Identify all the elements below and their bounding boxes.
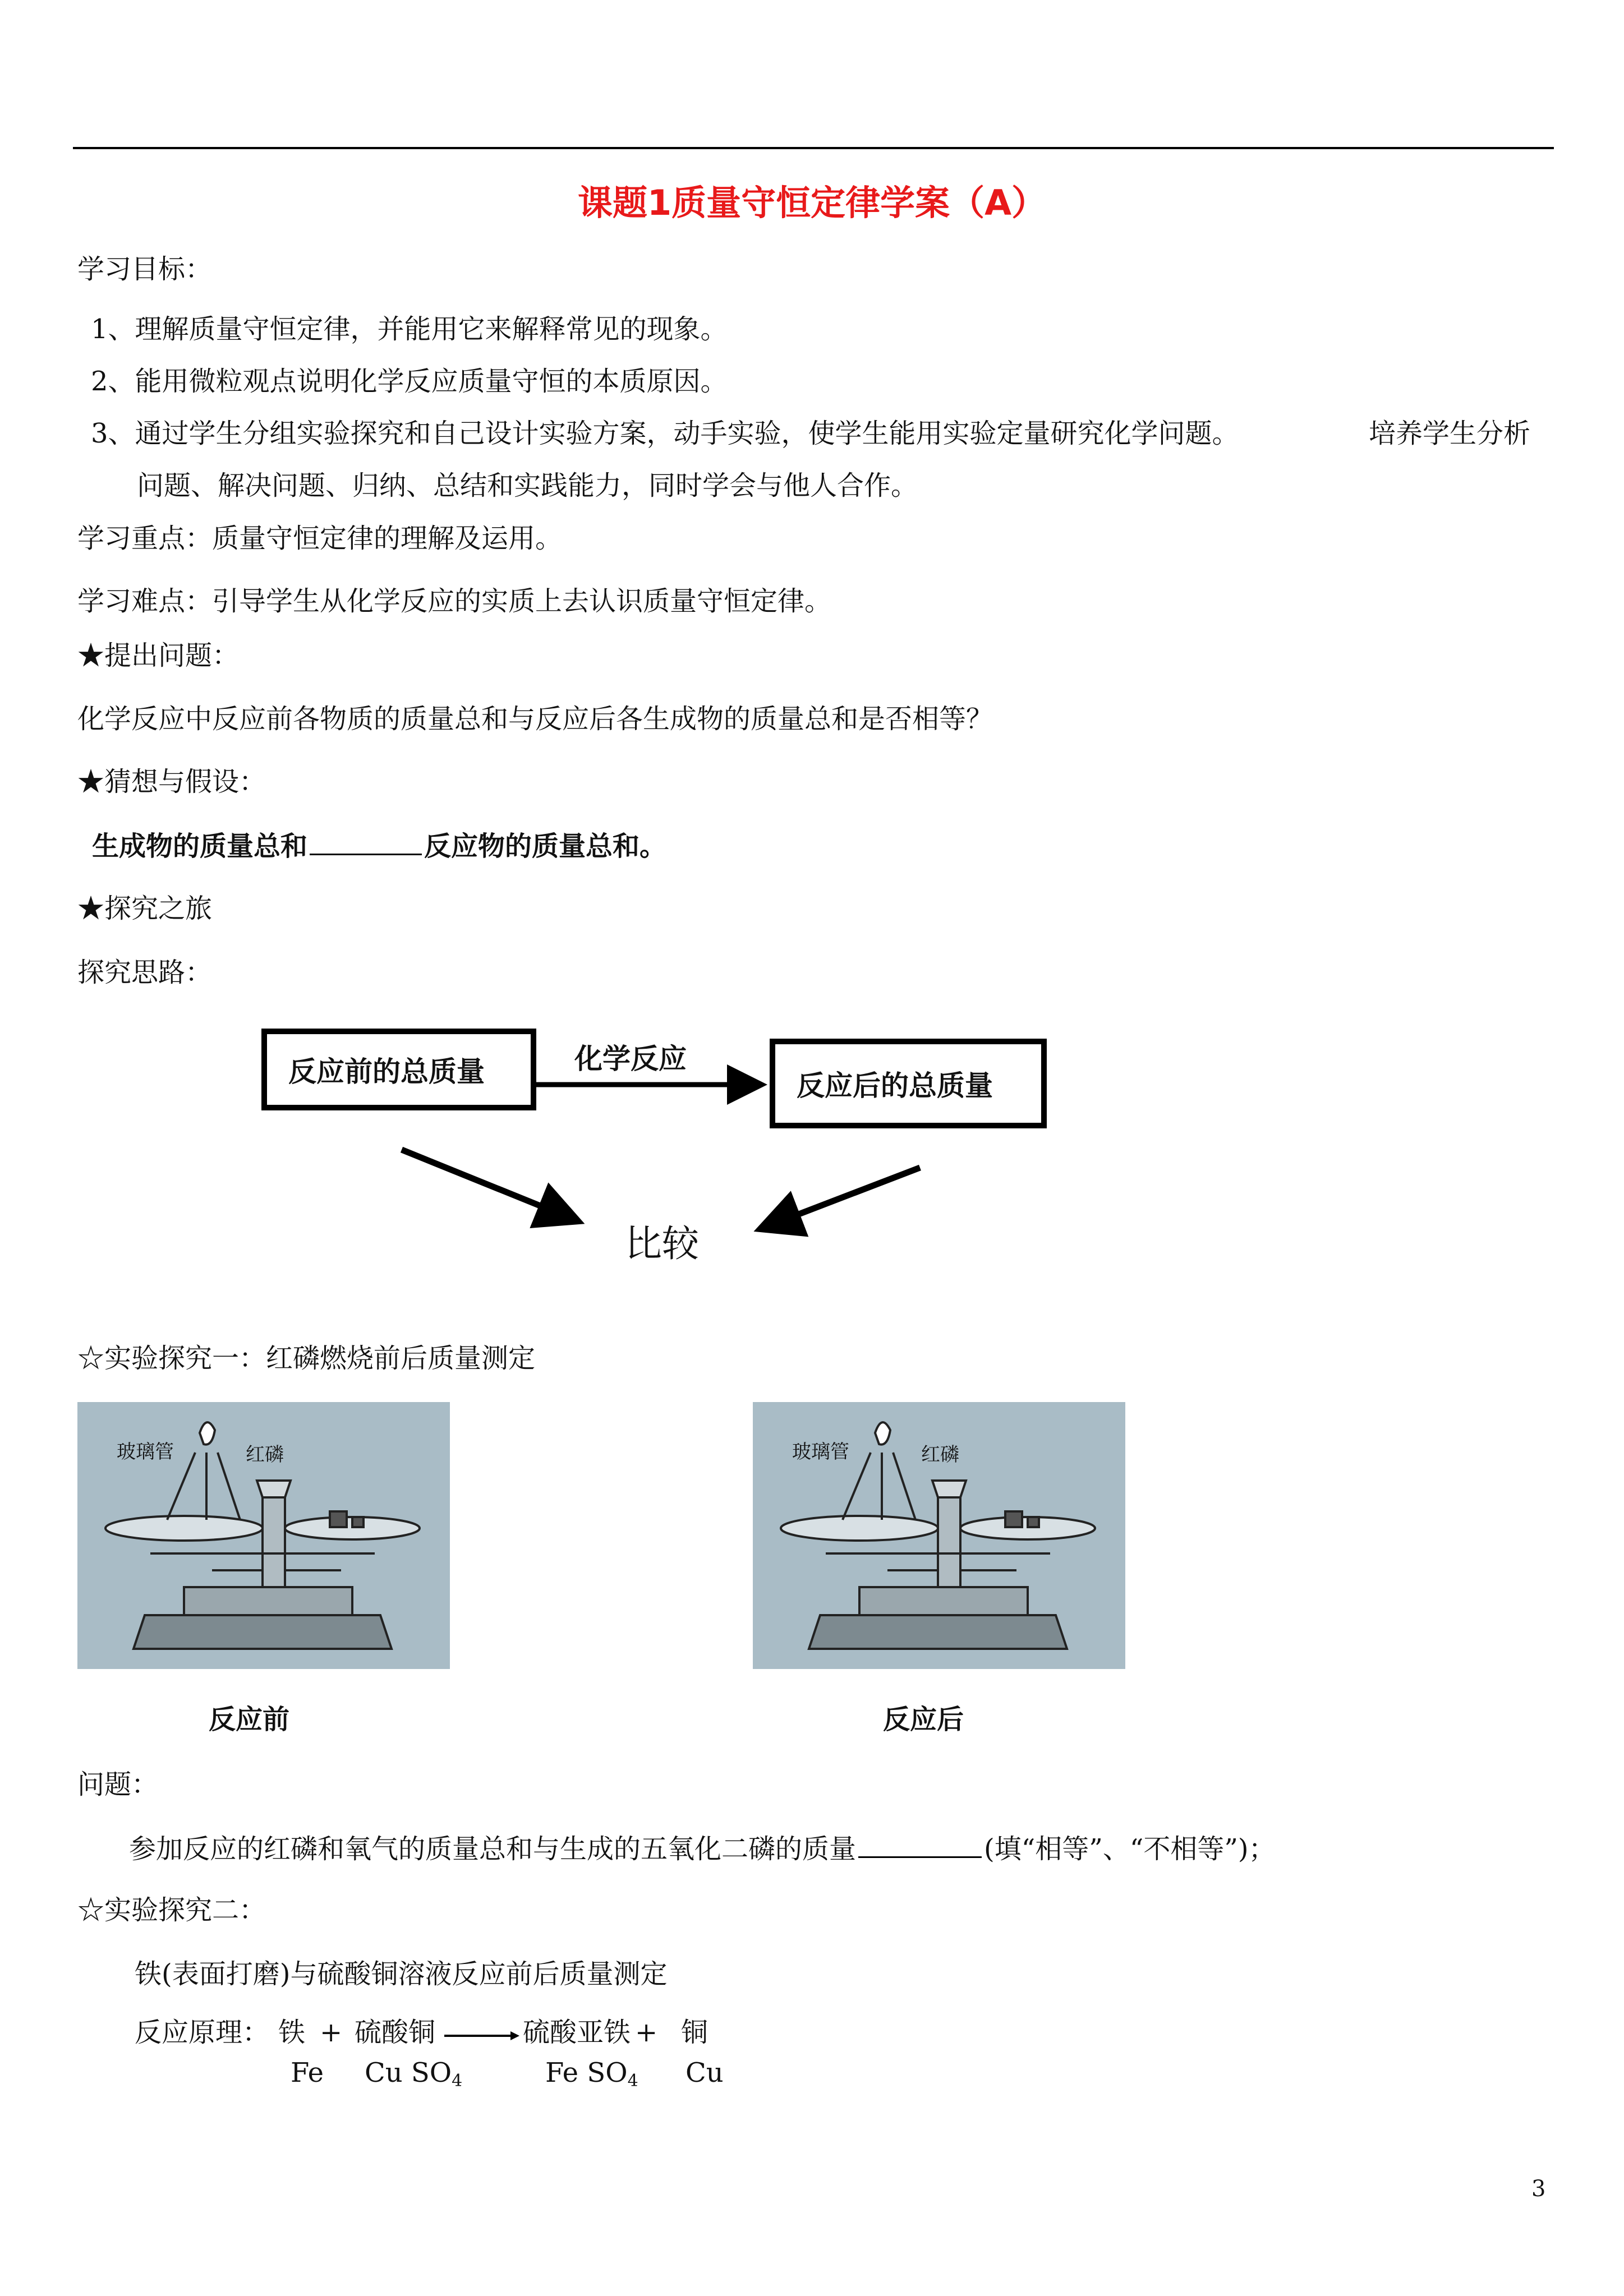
formula-cu: Cu (686, 2057, 724, 2088)
question-heading: ★提出问题： (77, 640, 240, 671)
arrow-down-right (402, 1150, 573, 1219)
problem-left: 参加反应的红磷和氧气的质量总和与生成的五氧化二磷的质量 (129, 1833, 857, 1865)
box-before: 反应前的总质量 (261, 1029, 536, 1110)
problem-line (129, 1833, 1276, 1865)
idea-label: 探究思路： (77, 957, 213, 988)
reaction-arrow-icon (443, 2025, 522, 2047)
product-copper: 铜 (681, 2017, 709, 2048)
page-title: 课题1质量守恒定律学案（A） (577, 182, 1047, 223)
hypothesis-left: 生成物的质量总和 (92, 831, 308, 862)
difficulty: 学习难点：引导学生从化学反应的实质上去认识质量守恒定律。 (77, 585, 832, 617)
exp2-heading: ☆实验探究二： (77, 1894, 266, 1926)
formula-fe: Fe (291, 2057, 324, 2088)
caption-before: 反应前 (209, 1704, 290, 1735)
key-point: 学习重点：质量守恒定律的理解及运用。 (77, 523, 563, 554)
reactant-copper-sulfate: 硫酸铜 (355, 2017, 436, 2048)
page-number: 3 (1531, 2176, 1546, 2202)
problem-blank[interactable] (858, 1834, 982, 1858)
reactant-iron: 铁 (278, 2017, 306, 2048)
arrow-label: 化学反应 (574, 1043, 687, 1075)
exp1-heading: ☆实验探究一：红磷燃烧前后质量测定 (77, 1343, 536, 1374)
objective-item-3-cont: 问题、解决问题、归纳、总结和实践能力，同时学会与他人合作。 (137, 470, 918, 501)
problem-label: 问题： (77, 1769, 159, 1800)
balance-scale-icon (77, 1402, 450, 1669)
reaction-label: 反应原理： (135, 2017, 270, 2048)
plus-1: + (320, 2017, 343, 2048)
formula-feso4: Fe $SO_4$ (545, 2057, 638, 2091)
balance-scale-icon (753, 1402, 1125, 1669)
objective-item-2: 2、能用微粒观点说明化学反应质量守恒的本质原因。 (91, 366, 728, 397)
objectives-label: 学习目标： (77, 253, 213, 285)
label-tube-after: 玻璃管 (792, 1441, 849, 1463)
product-ferrous-sulfate: 硫酸亚铁 (523, 2017, 631, 2048)
exp2-text: 铁(表面打磨)与硫酸铜溶液反应前后质量测定 (135, 1958, 668, 1990)
box-after: 反应后的总质量 (770, 1039, 1047, 1128)
arrow-down-left (765, 1168, 920, 1227)
objective-item-3: 3、通过学生分组实验探究和自己设计实验方案，动手实验，使学生能用实验定量研究化学问题。 (91, 418, 1239, 449)
label-p-after: 红磷 (921, 1444, 959, 1466)
balance-scale-image-before (77, 1402, 450, 1669)
balance-scale-image-after (753, 1402, 1125, 1669)
compare-label: 比较 (625, 1222, 699, 1265)
caption-after: 反应后 (883, 1704, 964, 1735)
formula-cuso4: Cu $SO_4$ (365, 2057, 463, 2091)
hypothesis-heading: ★猜想与假设： (77, 766, 266, 797)
label-tube-before: 玻璃管 (117, 1441, 174, 1463)
objective-item-3-tail: 培养学生分析 (1369, 418, 1531, 449)
hypothesis-right: 反应物的质量总和。 (424, 831, 667, 862)
objective-item-1: 1、理解质量守恒定律，并能用它来解释常见的现象。 (91, 313, 728, 345)
problem-right: (填“相等”、“不相等”)； (984, 1833, 1276, 1865)
explore-heading: ★探究之旅 (77, 893, 213, 924)
label-p-before: 红磷 (246, 1444, 284, 1466)
plus-2: + (635, 2017, 658, 2048)
question-text: 化学反应中反应前各物质的质量总和与反应后各生成物的质量总和是否相等？ (77, 703, 993, 735)
